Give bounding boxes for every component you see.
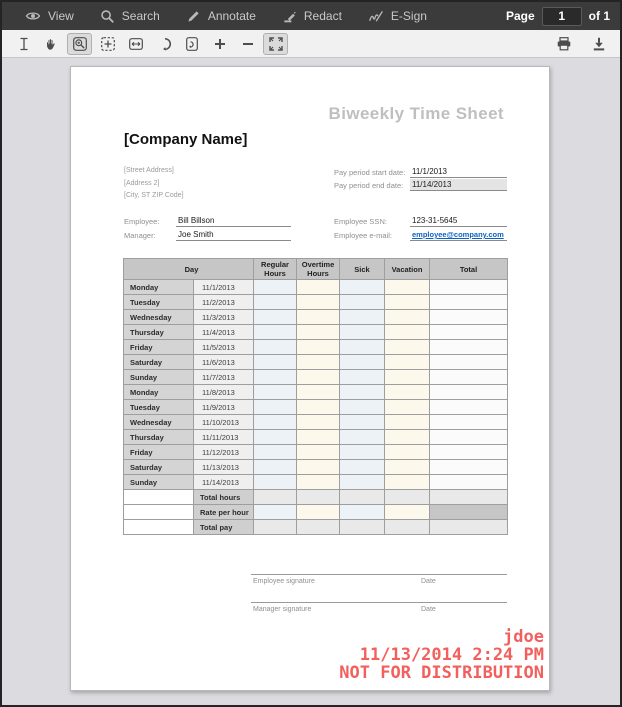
- pen-icon: [186, 9, 201, 24]
- header-regular-hours: Regular Hours: [254, 259, 297, 280]
- zoom-in-button-icon[interactable]: [207, 33, 232, 55]
- eye-icon: [25, 9, 41, 23]
- table-row: Wednesday 11/10/2013: [124, 415, 508, 430]
- table-row: Wednesday 11/3/2013: [124, 310, 508, 325]
- rate-per-hour-row: Rate per hour: [124, 505, 508, 520]
- company-name: [Company Name]: [124, 131, 248, 148]
- employee-email-label: Employee e-mail:: [334, 231, 392, 240]
- employee-signature-label: Employee signature: [253, 578, 315, 585]
- page-count-label: of 1: [588, 9, 610, 23]
- zoom-out-button-icon[interactable]: [235, 33, 260, 55]
- table-row: Monday 11/8/2013: [124, 385, 508, 400]
- table-row: Saturday 11/13/2013: [124, 460, 508, 475]
- manager-label: Manager:: [124, 231, 156, 240]
- menu-annotate[interactable]: [173, 2, 269, 30]
- download-button-icon[interactable]: [586, 33, 611, 55]
- page-label: Page: [505, 9, 535, 23]
- header-total: Total: [430, 259, 508, 280]
- manager-signature-date-label: Date: [421, 606, 436, 613]
- main-toolbar: [2, 2, 620, 30]
- manager-signature-label: Manager signature: [253, 606, 312, 613]
- menu-redact[interactable]: [269, 2, 355, 30]
- employee-ssn-value: 123-31-5645: [410, 215, 507, 227]
- pay-period-end-value: 11/14/2013: [410, 179, 507, 191]
- address-line: [Street Address]: [124, 167, 174, 174]
- watermark-timestamp: 11/13/2014 2:24 PM: [359, 645, 544, 665]
- rotate-page-tool-icon[interactable]: [179, 33, 204, 55]
- total-pay-row: Total pay: [124, 520, 508, 535]
- distribution-watermark: [339, 628, 544, 682]
- table-row: Friday 11/12/2013: [124, 445, 508, 460]
- zoom-selection-tool-icon[interactable]: [95, 33, 120, 55]
- header-sick: Sick: [340, 259, 385, 280]
- pay-period-end-label: Pay period end date:: [334, 181, 404, 190]
- document-page: [70, 66, 550, 691]
- total-hours-row: Total hours: [124, 490, 508, 505]
- pan-hand-tool-icon[interactable]: [39, 33, 64, 55]
- timesheet-table: [123, 258, 508, 535]
- page-number-input[interactable]: [542, 7, 582, 26]
- watermark-notice: NOT FOR DISTRIBUTION: [339, 663, 544, 683]
- menu-search-label: Search: [121, 9, 160, 23]
- header-vacation: Vacation: [385, 259, 430, 280]
- employee-value: Bill Billson: [176, 215, 291, 227]
- manager-signature-line: [251, 602, 507, 613]
- employee-ssn-label: Employee SSN:: [334, 217, 387, 226]
- redact-marker-icon: [282, 9, 297, 24]
- table-header-row: [124, 259, 508, 280]
- document-title: Biweekly Time Sheet: [328, 104, 504, 123]
- address-line: [Address 2]: [124, 179, 160, 187]
- menu-redact-label: Redact: [303, 9, 342, 23]
- fit-page-tool-icon[interactable]: [263, 33, 288, 55]
- page-controls: [506, 7, 610, 26]
- menu-annotate-label: Annotate: [207, 9, 256, 23]
- header-day: Day: [124, 259, 254, 280]
- table-row: Sunday 11/7/2013: [124, 370, 508, 385]
- table-row: Thursday 11/11/2013: [124, 430, 508, 445]
- table-row: Monday 11/1/2013: [124, 280, 508, 295]
- employee-label: Employee:: [124, 217, 160, 226]
- pay-period-start-label: Pay period start date:: [334, 168, 406, 177]
- fit-width-tool-icon[interactable]: [123, 33, 148, 55]
- toolbar-right-group: [551, 33, 611, 55]
- employee-signature-line: [251, 574, 507, 585]
- watermark-user: jdoe: [503, 627, 544, 647]
- table-row: Tuesday 11/9/2013: [124, 400, 508, 415]
- table-row: Tuesday 11/2/2013: [124, 295, 508, 310]
- table-row: Thursday 11/4/2013: [124, 325, 508, 340]
- rotate-tool-icon[interactable]: [151, 33, 176, 55]
- menu-view-label: View: [48, 9, 74, 23]
- menu-esign-label: E-Sign: [390, 9, 427, 23]
- menu-esign[interactable]: [355, 2, 440, 30]
- text-selection-tool-icon[interactable]: [11, 33, 36, 55]
- table-row: Friday 11/5/2013: [124, 340, 508, 355]
- employee-email-link[interactable]: employee@company.com: [412, 230, 504, 239]
- pay-period-start-value: 11/1/2013: [410, 166, 507, 178]
- employee-signature-date-label: Date: [421, 578, 436, 585]
- header-overtime-hours: Overtime Hours: [297, 259, 340, 280]
- print-button-icon[interactable]: [551, 33, 576, 55]
- address-line: [City, ST ZIP Code]: [124, 192, 184, 199]
- search-icon: [100, 9, 115, 24]
- menu-view[interactable]: [12, 2, 87, 30]
- table-row: Saturday 11/6/2013: [124, 355, 508, 370]
- document-viewer[interactable]: [2, 58, 620, 705]
- marquee-zoom-tool-icon[interactable]: [67, 33, 92, 55]
- company-address: [124, 165, 184, 203]
- employee-email-field: [410, 229, 507, 241]
- menu-search[interactable]: [87, 2, 173, 30]
- signature-icon: [368, 9, 384, 24]
- tools-toolbar: [2, 30, 620, 58]
- table-row: Sunday 11/14/2013: [124, 475, 508, 490]
- manager-value: Joe Smith: [176, 229, 291, 241]
